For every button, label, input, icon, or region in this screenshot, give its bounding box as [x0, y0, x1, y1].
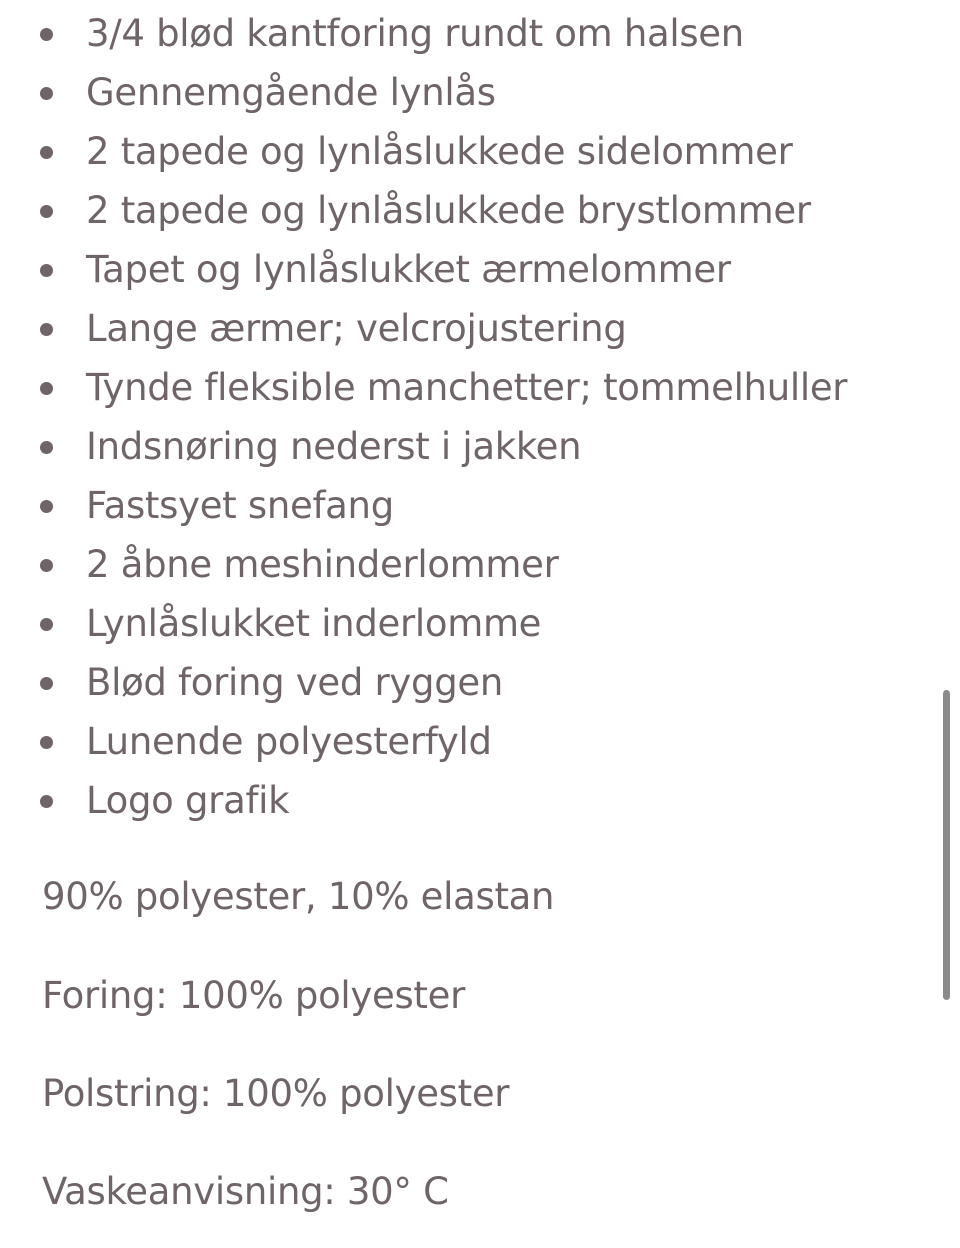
bullet-icon	[40, 677, 53, 690]
material-composition: 90% polyester, 10% elastan	[42, 875, 555, 918]
list-item	[0, 653, 920, 712]
bullet-icon	[40, 795, 53, 808]
feature-text: Lynlåslukket inderlomme	[86, 602, 542, 645]
scrollbar[interactable]	[943, 690, 950, 1000]
bullet-icon	[40, 28, 53, 41]
list-item	[0, 417, 920, 476]
bullet-icon	[40, 618, 53, 631]
bullet-icon	[40, 146, 53, 159]
list-item	[0, 712, 920, 771]
feature-list	[0, 4, 920, 830]
feature-text: Lunende polyesterfyld	[86, 720, 492, 763]
list-item	[0, 4, 920, 63]
feature-text: Indsnøring nederst i jakken	[86, 425, 582, 468]
feature-text: Fastsyet snefang	[86, 484, 394, 527]
bullet-icon	[40, 323, 53, 336]
feature-text: Logo grafik	[86, 779, 290, 822]
bullet-icon	[40, 87, 53, 100]
feature-text: Tapet og lynlåslukket ærmelommer	[86, 248, 731, 291]
list-item	[0, 535, 920, 594]
feature-text: 2 åbne meshinderlommer	[86, 543, 559, 586]
feature-text: Tynde fleksible manchetter; tommelhuller	[86, 366, 848, 409]
bullet-icon	[40, 264, 53, 277]
list-item	[0, 63, 920, 122]
feature-text: Blød foring ved ryggen	[86, 661, 504, 704]
list-item	[0, 358, 920, 417]
list-item	[0, 240, 920, 299]
list-item	[0, 181, 920, 240]
feature-text: Lange ærmer; velcrojustering	[86, 307, 627, 350]
feature-text: 2 tapede og lynlåslukkede sidelommer	[86, 130, 793, 173]
feature-text: 3/4 blød kantforing rundt om halsen	[86, 12, 744, 55]
bullet-icon	[40, 441, 53, 454]
bullet-icon	[40, 382, 53, 395]
list-item	[0, 122, 920, 181]
feature-text: 2 tapede og lynlåslukkede brystlommer	[86, 189, 811, 232]
feature-text: Gennemgående lynlås	[86, 71, 496, 114]
list-item	[0, 476, 920, 535]
list-item	[0, 771, 920, 830]
padding-composition: Polstring: 100% polyester	[42, 1072, 510, 1115]
bullet-icon	[40, 500, 53, 513]
bullet-icon	[40, 205, 53, 218]
list-item	[0, 594, 920, 653]
lining-composition: Foring: 100% polyester	[42, 974, 466, 1017]
washing-instructions: Vaskeanvisning: 30° C	[42, 1170, 449, 1213]
list-item	[0, 299, 920, 358]
bullet-icon	[40, 559, 53, 572]
bullet-icon	[40, 736, 53, 749]
